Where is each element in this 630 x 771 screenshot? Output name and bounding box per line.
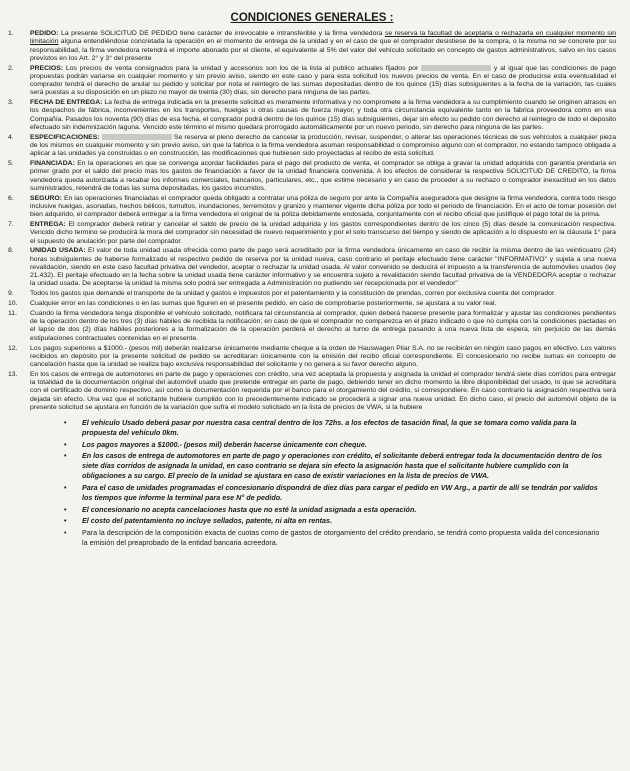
clause-text: Cualquier error en las condiciones o en las sumas que figuren en el presente pedido, en caso de comprobarse posteriormente, se ajustara a su valor real. (30, 300, 497, 308)
clause-text: La presente SOLICITUD DE PEDIDO tiene carácter de irrevocable e intransferible y la firma vendedora (58, 30, 385, 37)
note-item (64, 440, 616, 450)
clause-item (8, 247, 616, 288)
clause-label: ESPECIFICACIONES: (30, 133, 100, 141)
note-text: Para la descripción de la composición exacta de cuotas como de gastos de otorgamiento del crédito prendario, se tendrá como propuesta valida del concesionario la emisión del preaprobado de la entidad bancaria acreedora. (82, 527, 600, 547)
bullet-icon: • (64, 418, 67, 428)
note-item (64, 483, 616, 503)
clause-underlined-text: se reserva la facultad de aceptarla o rechazarla en cualquier momento sin limitación (30, 30, 616, 46)
note-text: El vehículo Usado deberá pasar por nuestra casa central dentro de los 72hs. a los efectos de tasación final, la que se tomara como valida para la propuesta del vehículo 0km. (82, 418, 577, 438)
clause-label: FINANCIADA: (30, 160, 75, 168)
clause-item (8, 134, 616, 159)
clause-item (8, 310, 616, 343)
clause-text: La fecha de entrega indicada en la presente solicitud es meramente informativa y no compromete a la firma vendedora a su cumplimiento cuando se originen atrasos en los despachos de fábrica, inconvenientes en los transportes, huelgas u otras causas de fuerza mayor, y toda otra circunstancia equivalente tanto en la fabrica proveedora como en esa Compañía. Pasados los noventa (90) días de esa fecha, el comprador podrá dentro de los quince (15) días subsiguientes, dejar sin efecto su pedido con derecho al reintegro de todo el deposito efectuado sin indemnización laguna. Vencido este término el mismo quedara prorrogado automáticamente por un nuevo periodo, sin derecho para ninguna de las partes. (30, 99, 617, 131)
clause-number: 8. (8, 247, 14, 255)
clause-text: En las operaciones financiadas el comprador queda obligado a contratar una póliza de seguro por ante la Compañía aseguradora que designe la firma vendedora, contra todo riesgo inclusive huelgas, asonadas, hechos bélicos, tumultos, inundaciones, terremotos y granizo y mantener vigente dicha póliza por todo el periodo de financiación. En el acto de tomar posesión del bien adquirido, el comprador deberá entregar a la firma vendedora el original de la póliza debidamente endosada, conjuntamente con el recibo oficial que justifique el pago total de la prima. (30, 194, 616, 219)
bullet-icon: • (64, 504, 67, 514)
clause-item (8, 221, 616, 246)
redacted-text (421, 65, 491, 71)
clause-item (8, 65, 616, 98)
notes-list (64, 418, 616, 548)
bullet-icon: • (64, 527, 67, 537)
note-text: Los pagos mayores a $1000.- (pesos mil) deberán hacerse únicamente con cheque. (82, 439, 367, 449)
note-text: Para el caso de unidades programadas el concesionario dispondrá de diez días para cargar el pedido en VW Arg., a partir de allí se tendrán por validos los tiempos que informe la terminal para ese N° de pedido. (82, 482, 598, 502)
clause-item (8, 30, 616, 63)
clause-body (30, 310, 616, 343)
clause-body (30, 345, 616, 370)
clause-number: 11. (8, 309, 18, 317)
clause-number: 1. (8, 30, 14, 37)
clause-list (8, 30, 616, 412)
note-item (64, 451, 616, 481)
document-title: CONDICIONES GENERALES : (230, 12, 394, 24)
clause-number: 5. (8, 160, 14, 168)
clause-text: El valor de toda unidad usada ofrecida como parte de pago será acreditado por la firma vendedora únicamente en caso de recibir la misma dentro de las veinticuatro (24) horas subsiguientes de haberse formalizado el respectivo pedido de reserva por la unidad nueva, caso contrario el peritaje efectuado tiene carácter "INFORMATIVO" y sujeta a una nueva revalidación, siendo en este caso facultad privativa del vendedor, aceptar o rechazar la unidad usada. Al valor convenido se deducirá el impuesto a la transferencia de automóviles usados (ley 21.432). El peritaje efectuado en la fecha sobre la unidad usada tiene carácter informativo y se encuentra sujeto a revalidación siendo facultad privativa de la VENDEDORA aceptar o rechazar la unidad usada. De aceptarse la unidad la misma solo podrá ser entregada a Administración no pudiendo ser recepcionada por el vendedor" (30, 247, 616, 288)
redacted-text (102, 134, 172, 140)
clause-item (8, 290, 616, 298)
clause-body (30, 160, 616, 193)
bullet-icon: • (64, 439, 67, 449)
clause-text: Se reserva el pleno derecho de cancelar la producción, revisar, suspender, o alterar las operaciones técnicas de sus vehículos a cualquier pieza de los mismos en cualquier momento y sin previo aviso, sin que la fabrica o la firma vendedora asuman responsabilidad o compromiso alguno con el comprador, no estando tampoco obligada a aplicar a las unidades ya construidas o en construcción, las modificaciones que hubiesen sido proyectadas al recibo de esta solicitud. (30, 133, 616, 158)
clause-body (30, 300, 616, 308)
clause-body (30, 290, 616, 298)
note-item (64, 516, 616, 526)
clause-body (30, 134, 616, 159)
note-text: El costo del patentamiento no incluye sellados, patente, ni alta en rentas. (82, 516, 333, 526)
clause-label: FECHA DE ENTREGA: (30, 99, 103, 107)
clause-number: 9. (8, 290, 14, 298)
clause-body (30, 99, 616, 132)
clause-text: El comprador deberá retirar y cancelar el saldo de precio de la unidad adquirida y los gastos correspondientes dentro de los cinco (5) días desde la comunicación respectiva. Vencido dicho termino se producirá la mora del comprador sin necesidad de nuevo requerimiento y por el solo transcurso del tiempo y siendo de aplicación a lo dispuesto en la cláusula 1° para el supuesto de anulación por parte del comprador. (30, 221, 616, 245)
clause-text: Todos los gastos que demande el transporte de la unidad y gastos e impuestos por el patentamiento y la constitución de prendas, corren por exclusiva cuenta del comprador. (30, 290, 556, 298)
clause-number: 12. (8, 344, 18, 352)
note-item (64, 528, 616, 548)
clause-text: Los pagos superiores a $1000.- (pesos mil) deberán realizarse únicamente mediante cheque a la orden de Hauswagen Pilar S.A. no se recibirán en ningún caso pagos en efectivo. Los valores recibidos en depósito por la presente solicitud de pedido se acreditaran únicamente con la emisión del recibo oficial correspondiente. El concesionario no recibe sumas en concepto de cancelación hasta que la unidad se realiza bajo exclusiva responsabilidad del solicitante y no genera a su favor derecho alguno. (30, 344, 616, 369)
clause-item (8, 371, 616, 412)
clause-number: 10. (8, 300, 18, 308)
clause-label: PRECIOS: (30, 64, 64, 72)
clause-body (30, 221, 616, 246)
clause-number: 4. (8, 133, 14, 141)
note-text: El concesionario no acepta cancelaciones hasta que no esté la unidad asignada a esta operación. (82, 504, 417, 514)
note-item (64, 418, 616, 438)
clause-number: 7. (8, 221, 14, 229)
clause-text: alguna entendiéndose concretada la operación en el momento de entrega de la unidad y en el caso de que el comprador desistiese de la compra, o la misma no se concrete por su responsabilidad, la firma vendedora retendrá el importe abonado por el cliente, el equivalente al 5% del valor del vehículo solicitado en concepto de gastos administrativos, salvo en los casos previstos en los Art. 2° y 3° del presente (30, 38, 616, 62)
clause-label: ENTREGA: (30, 221, 66, 229)
clause-number: 3. (8, 99, 14, 107)
note-item (64, 505, 616, 515)
note-text: En los casos de entrega de automotores en parte de pago y operaciones con crédito, el solicitante deberá entregar toda la documentación dentro de los siete días corridos de asignada la unidad, en caso contrario se dejara sin efecto la asignación hasta que el solicitante hubiere cumplido con la obligaciones a su cargo. El precio de la unidad se ajustara en caso de existir variaciones en la lista de precios de VWA. (82, 451, 603, 481)
clause-text: y al igual que las condiciones de pago propuestas podrán variarse en cualquier momento y sin previo aviso, siendo en este caso y para esta solicitud los nuevos precios de venta. En el caso de producirse esta eventualidad el comprador tendrá el derecho de anular su pedido y solicitar por nota el reintegro de las sumas depositadas dentro de los quince (15) días subsiguientes a la fecha de la variación, las cuales será puestas a su disposición en un plazo no mayor de treinta (30) días, sin derecho para ninguna de las partes. (30, 64, 616, 97)
clause-text: En los casos de entrega de automotores en parte de pago y operaciones con crédito, una vez aceptada la propuesta y asignada la unidad el comprador tendrá siete días corridos para entregar la totalidad de la documentación original del automóvil usado que pretende entregar en parte de pago, debiendo tener en dicho momento la libre disponibilidad del usado, lo que se acreditara con el certificado de dominio respectivo, así como la documentación requerida por el banco para el otorgamiento del crédito, si correspondiere. En caso contrario la asignación respectiva será dejada sin efecto. Una vez que el solicitante hubiere cumplido con lo precedentemente indicado se procederá a signar una nueva unidad. En dicho caso, el precio del automóvil objeto de la presente solicitud se ajustara en función de la variación que sufra el modelo solicitado en la lista de precios de VWA, si la hubiere (30, 370, 616, 411)
clause-body (30, 247, 616, 288)
bullet-icon: • (64, 482, 67, 492)
clause-label: UNIDAD USADA: (30, 247, 86, 255)
clause-text: Los precios de venta consignados para la unidad y accesorios son los de la lista al publico actuales fijados por (63, 64, 422, 72)
clause-text: En la operaciones en que se convenga acordar facilidades para el pago del producto de venta, el comprador se obliga a gravar la unidad adquirida con garantía prendaria en primer grado por el saldo del precio mas los gastos de financiación a favor de la unidad financiera convenida. A los efectos de considerar la respectiva SOLICITUD DE CREDITO, la firma vendedora queda autorizada a recabar los informes comerciales, bancarios, particulares, etc., que estime necesario y en caso de proceder a su rechazo o comprador inexactitud en los datos suministrados, retendrá de todas las suma depositadas, los gastos incurridos. (30, 160, 616, 192)
clause-item (8, 160, 616, 193)
clause-label: PEDIDO: (30, 30, 59, 37)
clause-body (30, 195, 616, 220)
clause-number: 13. (8, 370, 18, 378)
clause-number: 2. (8, 64, 14, 72)
clause-body (30, 65, 616, 98)
clause-number: 6. (8, 194, 14, 202)
clause-item (8, 99, 616, 132)
clause-item (8, 345, 616, 370)
bullet-icon: • (64, 516, 67, 526)
clause-item (8, 195, 616, 220)
clause-item (8, 300, 616, 308)
bullet-icon: • (64, 451, 67, 461)
clause-body (30, 30, 616, 63)
clause-label: SEGURO: (30, 194, 62, 202)
clause-body (30, 371, 616, 412)
clause-text: Cuando la firma vendedora tenga disponible el vehículo solicitado, notificara tal circunstancia al comprador, quien deberá hacerse presente para formalizar y ajustar las condiciones pendientes de la operación dentro de los tres (3) días hábiles de recibida la notificación; en caso de que el comprador no comparezca en el plazo indicado o que no cumpla con la condiciones pactadas en el lapso de dos (2) días hábiles posteriores a la formalización de la operación perderá el derecho al turno de entrega pasando a una nueva lista de espera, sin perjuicio de las demás estipulaciones contractuales contenidas en el presente. (30, 309, 616, 342)
